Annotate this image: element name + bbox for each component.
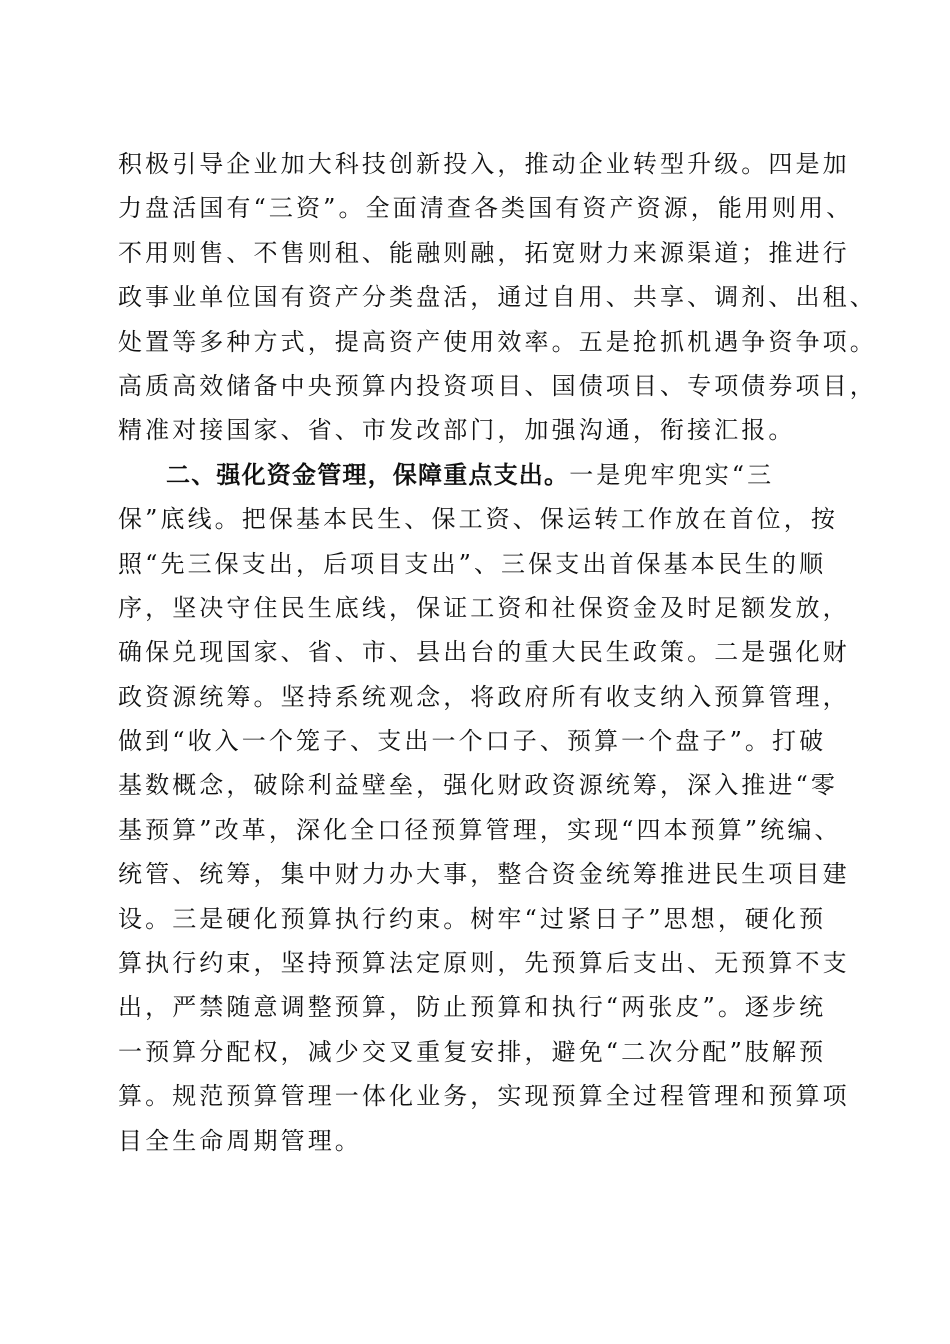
text-line: 不用则售、不售则租、能融则融，拓宽财力来源渠道；推进行 xyxy=(118,238,850,267)
section-first-line-text: 一是兜牢兜实“三 xyxy=(569,460,775,489)
text-line: 出，严禁随意调整预算，防止预算和执行“两张皮”。逐步统 xyxy=(118,993,827,1022)
text-line: 算。规范预算管理一体化业务，实现预算全过程管理和预算项 xyxy=(118,1082,850,1111)
text-line: 基预算”改革，深化全口径预算管理，实现“四本预算”统编、 xyxy=(118,815,842,844)
text-line: 政资源统筹。坚持系统观念，将政府所有收支纳入预算管理， xyxy=(118,682,850,711)
paragraph-1 xyxy=(118,142,877,453)
section-first-line xyxy=(118,453,838,497)
text-line: 统管、统筹，集中财力办大事，整合资金统筹推进民生项目建 xyxy=(118,860,850,889)
text-line: 做到“收入一个笼子、支出一个口子、预算一个盘子”。打破 xyxy=(118,727,827,756)
text-line: 设。三是硬化预算执行约束。树牢“过紧日子”思想，硬化预 xyxy=(118,904,827,933)
text-line: 积极引导企业加大科技创新投入，推动企业转型升级。四是加 xyxy=(118,150,850,178)
text-line: 保”底线。把保基本民生、保工资、保运转工作放在首位，按 xyxy=(118,505,838,534)
text-line: 照“先三保支出，后项目支出”、三保支出首保基本民生的顺 xyxy=(118,549,827,578)
text-line: 算执行约束，坚持预算法定原则，先预算后支出、无预算不支 xyxy=(118,949,850,978)
paragraph-2 xyxy=(118,453,850,1163)
text-line: 确保兑现国家、省、市、县出台的重大民生政策。二是强化财 xyxy=(118,638,850,667)
text-line: 一预算分配权，减少交叉重复安排，避免“二次分配”肢解预 xyxy=(118,1037,827,1066)
text-line: 基数概念，破除利益壁垒，强化财政资源统筹，深入推进“零 xyxy=(118,771,838,800)
text-line: 政事业单位国有资产分类盘活，通过自用、共享、调剂、出租、 xyxy=(118,283,877,312)
text-line: 目全生命周期管理。 xyxy=(118,1126,362,1155)
text-line: 力盘活国有“三资”。全面清查各类国有资产资源，能用则用、 xyxy=(118,194,854,223)
text-line: 序，坚决守住民生底线，保证工资和社保资金及时足额发放， xyxy=(118,593,850,622)
text-line: 高质高效储备中央预算内投资项目、国债项目、专项债券项目， xyxy=(118,371,877,400)
text-line: 处置等多种方式，提高资产使用效率。五是抢抓机遇争资争项。 xyxy=(118,327,877,356)
body-text xyxy=(118,142,877,1163)
section-heading: 二、强化资金管理，保障重点支出。 xyxy=(166,460,570,489)
text-line: 精准对接国家、省、市发改部门，加强沟通，衔接汇报。 xyxy=(118,416,796,445)
